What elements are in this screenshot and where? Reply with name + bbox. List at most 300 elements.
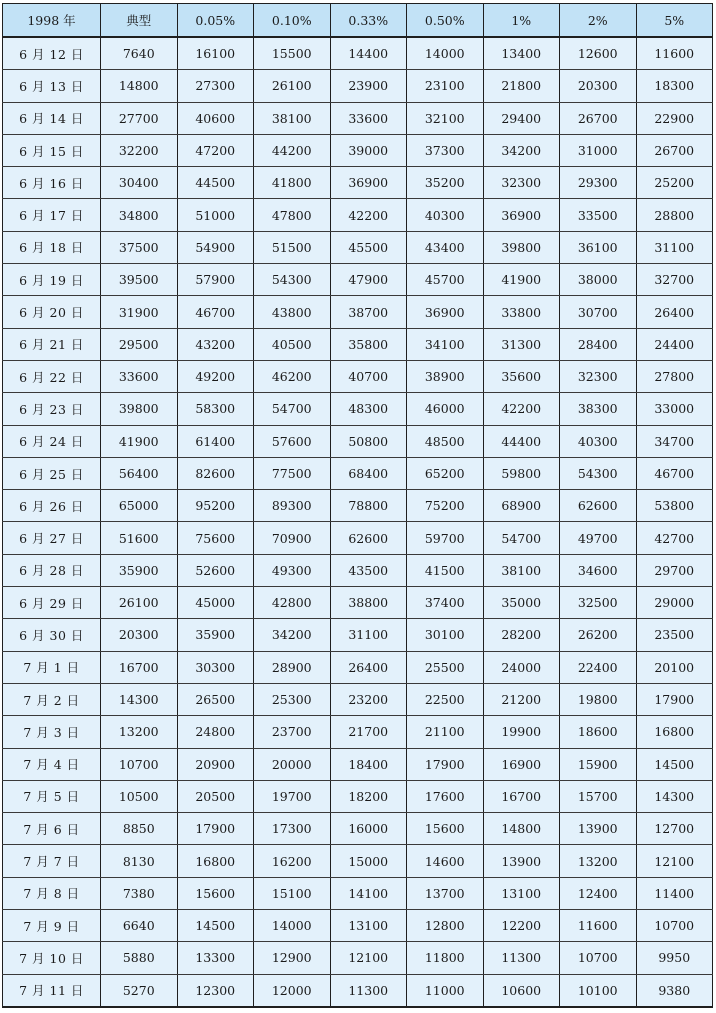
table-cell: 37300 <box>407 134 484 166</box>
table-row <box>3 619 713 651</box>
column-header-7: 2% <box>560 4 637 38</box>
table-cell: 25500 <box>407 651 484 683</box>
table-cell: 11300 <box>330 974 407 1007</box>
flood-design-table <box>2 3 713 1008</box>
row-date-cell: 6 月 22 日 <box>3 360 101 392</box>
table-cell: 15600 <box>407 813 484 845</box>
table-cell: 14400 <box>330 37 407 70</box>
table-cell: 54300 <box>254 264 331 296</box>
row-date-cell: 7 月 8 日 <box>3 877 101 909</box>
table-cell: 41500 <box>407 554 484 586</box>
table-cell: 89300 <box>254 490 331 522</box>
column-header-1: 典型 <box>101 4 178 38</box>
table-cell: 65000 <box>101 490 178 522</box>
table-cell: 52600 <box>177 554 254 586</box>
column-header-4: 0.33% <box>330 4 407 38</box>
row-date-cell: 6 月 14 日 <box>3 102 101 134</box>
table-cell: 45700 <box>407 264 484 296</box>
table-cell: 23100 <box>407 70 484 102</box>
table-row <box>3 490 713 522</box>
table-cell: 33600 <box>330 102 407 134</box>
table-cell: 36900 <box>330 167 407 199</box>
table-cell: 12800 <box>407 910 484 942</box>
table-cell: 16000 <box>330 813 407 845</box>
table-cell: 15600 <box>177 877 254 909</box>
table-cell: 9380 <box>636 974 713 1007</box>
table-cell: 54300 <box>560 457 637 489</box>
table-cell: 33800 <box>483 296 560 328</box>
table-cell: 27300 <box>177 70 254 102</box>
table-cell: 45000 <box>177 587 254 619</box>
table-cell: 26200 <box>560 619 637 651</box>
table-cell: 7380 <box>101 877 178 909</box>
row-date-cell: 7 月 4 日 <box>3 748 101 780</box>
table-cell: 35800 <box>330 328 407 360</box>
table-cell: 15700 <box>560 780 637 812</box>
table-cell: 56400 <box>101 457 178 489</box>
table-row <box>3 360 713 392</box>
table-cell: 16700 <box>101 651 178 683</box>
table-cell: 39500 <box>101 264 178 296</box>
row-date-cell: 6 月 23 日 <box>3 393 101 425</box>
table-cell: 13900 <box>560 813 637 845</box>
column-header-date: 1998 年 <box>3 4 101 38</box>
row-date-cell: 6 月 21 日 <box>3 328 101 360</box>
table-cell: 27800 <box>636 360 713 392</box>
table-cell: 10600 <box>483 974 560 1007</box>
table-cell: 30300 <box>177 651 254 683</box>
row-date-cell: 6 月 16 日 <box>3 167 101 199</box>
table-cell: 32500 <box>560 587 637 619</box>
header-row <box>3 4 713 38</box>
table-cell: 40300 <box>407 199 484 231</box>
table-cell: 30400 <box>101 167 178 199</box>
table-cell: 35900 <box>177 619 254 651</box>
table-cell: 35000 <box>483 587 560 619</box>
table-cell: 30700 <box>560 296 637 328</box>
table-cell: 10700 <box>101 748 178 780</box>
row-date-cell: 6 月 28 日 <box>3 554 101 586</box>
row-date-cell: 6 月 15 日 <box>3 134 101 166</box>
table-cell: 16900 <box>483 748 560 780</box>
table-cell: 21100 <box>407 716 484 748</box>
table-cell: 59700 <box>407 522 484 554</box>
table-cell: 28200 <box>483 619 560 651</box>
table-cell: 95200 <box>177 490 254 522</box>
table-cell: 13200 <box>560 845 637 877</box>
table-row <box>3 37 713 70</box>
row-date-cell: 6 月 30 日 <box>3 619 101 651</box>
table-row <box>3 70 713 102</box>
table-cell: 14800 <box>483 813 560 845</box>
table-cell: 15000 <box>330 845 407 877</box>
table-cell: 31900 <box>101 296 178 328</box>
table-cell: 34200 <box>254 619 331 651</box>
table-cell: 17600 <box>407 780 484 812</box>
table-cell: 17900 <box>636 683 713 715</box>
table-cell: 34800 <box>101 199 178 231</box>
table-cell: 22900 <box>636 102 713 134</box>
table-cell: 48300 <box>330 393 407 425</box>
table-cell: 17900 <box>407 748 484 780</box>
table-cell: 35900 <box>101 554 178 586</box>
table-cell: 31100 <box>330 619 407 651</box>
table-cell: 23900 <box>330 70 407 102</box>
table-cell: 41900 <box>101 425 178 457</box>
table-cell: 38700 <box>330 296 407 328</box>
table-cell: 12900 <box>254 942 331 974</box>
table-row <box>3 199 713 231</box>
table-cell: 11800 <box>407 942 484 974</box>
table-cell: 12300 <box>177 974 254 1007</box>
row-date-cell: 6 月 19 日 <box>3 264 101 296</box>
table-cell: 13700 <box>407 877 484 909</box>
table-row <box>3 296 713 328</box>
table-cell: 18200 <box>330 780 407 812</box>
table-cell: 33000 <box>636 393 713 425</box>
table-cell: 11600 <box>560 910 637 942</box>
table-cell: 26100 <box>254 70 331 102</box>
table-row <box>3 522 713 554</box>
table-cell: 32700 <box>636 264 713 296</box>
table-cell: 47200 <box>177 134 254 166</box>
table-cell: 14600 <box>407 845 484 877</box>
table-cell: 14800 <box>101 70 178 102</box>
table-cell: 19700 <box>254 780 331 812</box>
table-cell: 44500 <box>177 167 254 199</box>
table-cell: 28900 <box>254 651 331 683</box>
table-cell: 21200 <box>483 683 560 715</box>
table-row <box>3 942 713 974</box>
table-cell: 12400 <box>560 877 637 909</box>
table-cell: 58300 <box>177 393 254 425</box>
table-cell: 16700 <box>483 780 560 812</box>
table-cell: 31300 <box>483 328 560 360</box>
table-cell: 20300 <box>560 70 637 102</box>
table-row <box>3 264 713 296</box>
table-cell: 19800 <box>560 683 637 715</box>
table-cell: 18400 <box>330 748 407 780</box>
table-cell: 11400 <box>636 877 713 909</box>
row-date-cell: 7 月 2 日 <box>3 683 101 715</box>
table-row <box>3 587 713 619</box>
table-cell: 16800 <box>636 716 713 748</box>
row-date-cell: 7 月 3 日 <box>3 716 101 748</box>
table-cell: 22500 <box>407 683 484 715</box>
table-cell: 24000 <box>483 651 560 683</box>
row-date-cell: 6 月 29 日 <box>3 587 101 619</box>
table-row <box>3 716 713 748</box>
table-cell: 18300 <box>636 70 713 102</box>
table-cell: 19900 <box>483 716 560 748</box>
table-cell: 75600 <box>177 522 254 554</box>
table-cell: 23500 <box>636 619 713 651</box>
table-cell: 38100 <box>483 554 560 586</box>
table-cell: 42800 <box>254 587 331 619</box>
table-cell: 36900 <box>483 199 560 231</box>
table-cell: 53800 <box>636 490 713 522</box>
table-cell: 14000 <box>407 37 484 70</box>
table-cell: 33500 <box>560 199 637 231</box>
table-cell: 33600 <box>101 360 178 392</box>
row-date-cell: 7 月 6 日 <box>3 813 101 845</box>
table-cell: 13100 <box>483 877 560 909</box>
row-date-cell: 7 月 10 日 <box>3 942 101 974</box>
table-cell: 68400 <box>330 457 407 489</box>
row-date-cell: 7 月 11 日 <box>3 974 101 1007</box>
table-cell: 10700 <box>636 910 713 942</box>
table-cell: 12100 <box>330 942 407 974</box>
table-cell: 26100 <box>101 587 178 619</box>
table-row <box>3 554 713 586</box>
table-cell: 25200 <box>636 167 713 199</box>
table-cell: 5880 <box>101 942 178 974</box>
table-cell: 26400 <box>636 296 713 328</box>
table-cell: 34100 <box>407 328 484 360</box>
table-cell: 49700 <box>560 522 637 554</box>
table-cell: 31100 <box>636 231 713 263</box>
table-row <box>3 457 713 489</box>
table-row <box>3 134 713 166</box>
table-cell: 37500 <box>101 231 178 263</box>
table-row <box>3 974 713 1007</box>
table-cell: 43200 <box>177 328 254 360</box>
table-cell: 11600 <box>636 37 713 70</box>
table-cell: 26700 <box>636 134 713 166</box>
table-cell: 12000 <box>254 974 331 1007</box>
table-cell: 7640 <box>101 37 178 70</box>
table-cell: 13400 <box>483 37 560 70</box>
table-cell: 14300 <box>101 683 178 715</box>
table-cell: 41900 <box>483 264 560 296</box>
table-cell: 40600 <box>177 102 254 134</box>
table-row <box>3 813 713 845</box>
table-cell: 65200 <box>407 457 484 489</box>
table-cell: 32300 <box>483 167 560 199</box>
table-cell: 27700 <box>101 102 178 134</box>
table-cell: 20900 <box>177 748 254 780</box>
table-cell: 26700 <box>560 102 637 134</box>
table-cell: 44400 <box>483 425 560 457</box>
table-cell: 36900 <box>407 296 484 328</box>
row-date-cell: 6 月 25 日 <box>3 457 101 489</box>
table-cell: 21700 <box>330 716 407 748</box>
table-cell: 29500 <box>101 328 178 360</box>
table-cell: 13100 <box>330 910 407 942</box>
table-cell: 20100 <box>636 651 713 683</box>
table-cell: 35200 <box>407 167 484 199</box>
column-header-5: 0.50% <box>407 4 484 38</box>
table-row <box>3 651 713 683</box>
table-cell: 38300 <box>560 393 637 425</box>
table-cell: 15900 <box>560 748 637 780</box>
table-cell: 14000 <box>254 910 331 942</box>
table-cell: 54900 <box>177 231 254 263</box>
table-row <box>3 877 713 909</box>
table-row <box>3 102 713 134</box>
table-cell: 38900 <box>407 360 484 392</box>
table-cell: 50800 <box>330 425 407 457</box>
table-cell: 51000 <box>177 199 254 231</box>
table-row <box>3 683 713 715</box>
table-cell: 48500 <box>407 425 484 457</box>
table-cell: 5270 <box>101 974 178 1007</box>
table-row <box>3 845 713 877</box>
table-cell: 29000 <box>636 587 713 619</box>
table-cell: 42200 <box>483 393 560 425</box>
row-date-cell: 6 月 18 日 <box>3 231 101 263</box>
table-cell: 39800 <box>101 393 178 425</box>
row-date-cell: 6 月 12 日 <box>3 37 101 70</box>
table-cell: 14500 <box>177 910 254 942</box>
table-cell: 43800 <box>254 296 331 328</box>
table-cell: 6640 <box>101 910 178 942</box>
row-date-cell: 6 月 13 日 <box>3 70 101 102</box>
row-date-cell: 7 月 5 日 <box>3 780 101 812</box>
row-date-cell: 6 月 24 日 <box>3 425 101 457</box>
table-cell: 17300 <box>254 813 331 845</box>
table-cell: 12600 <box>560 37 637 70</box>
table-cell: 17900 <box>177 813 254 845</box>
table-cell: 46700 <box>177 296 254 328</box>
table-header <box>3 4 713 38</box>
table-cell: 23700 <box>254 716 331 748</box>
table-row <box>3 167 713 199</box>
table-row <box>3 748 713 780</box>
table-cell: 46000 <box>407 393 484 425</box>
table-cell: 61400 <box>177 425 254 457</box>
table-row <box>3 328 713 360</box>
table-cell: 45500 <box>330 231 407 263</box>
table-cell: 31000 <box>560 134 637 166</box>
table-cell: 46200 <box>254 360 331 392</box>
table-cell: 21800 <box>483 70 560 102</box>
table-row <box>3 231 713 263</box>
row-date-cell: 6 月 17 日 <box>3 199 101 231</box>
table-cell: 78800 <box>330 490 407 522</box>
table-cell: 24800 <box>177 716 254 748</box>
table-cell: 44200 <box>254 134 331 166</box>
table-cell: 10700 <box>560 942 637 974</box>
table-cell: 23200 <box>330 683 407 715</box>
table-cell: 10500 <box>101 780 178 812</box>
table-cell: 38100 <box>254 102 331 134</box>
column-header-6: 1% <box>483 4 560 38</box>
table-cell: 68900 <box>483 490 560 522</box>
row-date-cell: 7 月 1 日 <box>3 651 101 683</box>
table-cell: 35600 <box>483 360 560 392</box>
table-cell: 47900 <box>330 264 407 296</box>
table-cell: 40700 <box>330 360 407 392</box>
table-cell: 25300 <box>254 683 331 715</box>
table-cell: 38800 <box>330 587 407 619</box>
row-date-cell: 7 月 9 日 <box>3 910 101 942</box>
table-cell: 32200 <box>101 134 178 166</box>
table-container <box>2 3 712 1008</box>
table-cell: 70900 <box>254 522 331 554</box>
table-cell: 13200 <box>101 716 178 748</box>
table-cell: 15500 <box>254 37 331 70</box>
table-cell: 28800 <box>636 199 713 231</box>
table-cell: 16100 <box>177 37 254 70</box>
table-cell: 77500 <box>254 457 331 489</box>
table-cell: 8130 <box>101 845 178 877</box>
table-cell: 54700 <box>254 393 331 425</box>
table-cell: 18600 <box>560 716 637 748</box>
table-cell: 16800 <box>177 845 254 877</box>
table-cell: 57600 <box>254 425 331 457</box>
table-cell: 41800 <box>254 167 331 199</box>
table-cell: 14100 <box>330 877 407 909</box>
table-cell: 34600 <box>560 554 637 586</box>
table-cell: 59800 <box>483 457 560 489</box>
table-cell: 20500 <box>177 780 254 812</box>
table-cell: 22400 <box>560 651 637 683</box>
table-row <box>3 910 713 942</box>
table-cell: 43500 <box>330 554 407 586</box>
table-body <box>3 37 713 1007</box>
table-cell: 36100 <box>560 231 637 263</box>
table-cell: 39800 <box>483 231 560 263</box>
table-cell: 29300 <box>560 167 637 199</box>
table-cell: 82600 <box>177 457 254 489</box>
table-cell: 46700 <box>636 457 713 489</box>
table-cell: 32300 <box>560 360 637 392</box>
table-cell: 9950 <box>636 942 713 974</box>
table-cell: 39000 <box>330 134 407 166</box>
table-cell: 14500 <box>636 748 713 780</box>
row-date-cell: 6 月 26 日 <box>3 490 101 522</box>
table-cell: 62600 <box>330 522 407 554</box>
table-row <box>3 425 713 457</box>
table-cell: 34200 <box>483 134 560 166</box>
table-cell: 51500 <box>254 231 331 263</box>
table-cell: 11300 <box>483 942 560 974</box>
row-date-cell: 6 月 27 日 <box>3 522 101 554</box>
table-cell: 49200 <box>177 360 254 392</box>
table-cell: 12700 <box>636 813 713 845</box>
table-cell: 14300 <box>636 780 713 812</box>
table-cell: 8850 <box>101 813 178 845</box>
table-cell: 26500 <box>177 683 254 715</box>
table-cell: 34700 <box>636 425 713 457</box>
table-cell: 40300 <box>560 425 637 457</box>
table-cell: 29700 <box>636 554 713 586</box>
table-cell: 26400 <box>330 651 407 683</box>
table-cell: 38000 <box>560 264 637 296</box>
table-cell: 42700 <box>636 522 713 554</box>
table-cell: 62600 <box>560 490 637 522</box>
table-cell: 37400 <box>407 587 484 619</box>
table-cell: 12100 <box>636 845 713 877</box>
column-header-2: 0.05% <box>177 4 254 38</box>
table-cell: 51600 <box>101 522 178 554</box>
table-cell: 30100 <box>407 619 484 651</box>
table-cell: 12200 <box>483 910 560 942</box>
table-cell: 42200 <box>330 199 407 231</box>
table-cell: 75200 <box>407 490 484 522</box>
column-header-3: 0.10% <box>254 4 331 38</box>
row-date-cell: 7 月 7 日 <box>3 845 101 877</box>
table-cell: 28400 <box>560 328 637 360</box>
table-cell: 49300 <box>254 554 331 586</box>
column-header-8: 5% <box>636 4 713 38</box>
table-cell: 10100 <box>560 974 637 1007</box>
table-cell: 29400 <box>483 102 560 134</box>
table-cell: 54700 <box>483 522 560 554</box>
table-cell: 11000 <box>407 974 484 1007</box>
table-row <box>3 393 713 425</box>
